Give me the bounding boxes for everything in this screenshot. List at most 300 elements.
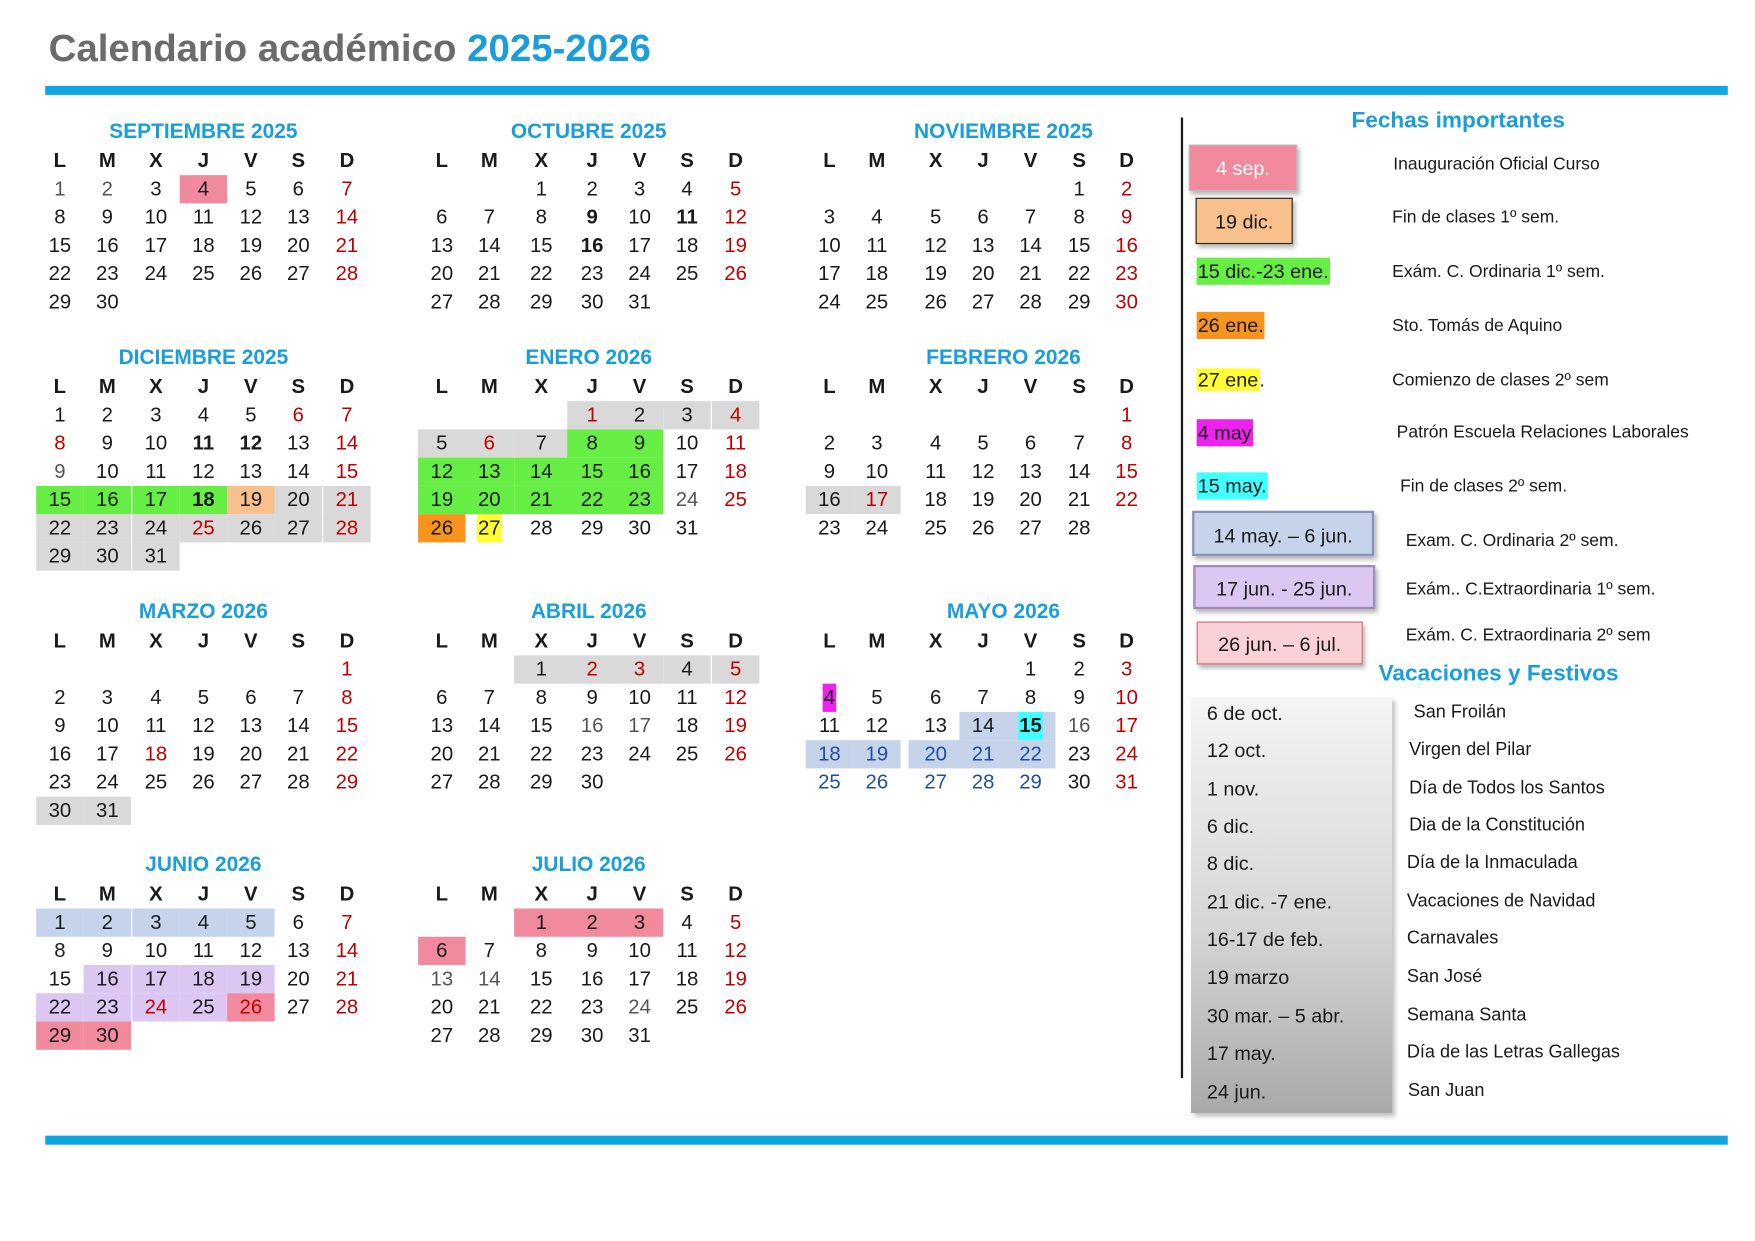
important-date: 14 may. – 6 jun. [1192, 511, 1374, 556]
holiday-label: Día de las Letras Gallegas [1406, 1042, 1620, 1063]
calendar-day: 18 [192, 233, 215, 257]
calendar-day: 10 [675, 431, 699, 455]
calendar-day: 11 [725, 431, 747, 455]
calendar-day: 9 [101, 205, 113, 229]
calendar-day: 19 [971, 488, 995, 511]
calendar-day: 19 [430, 488, 454, 511]
calendar-day: 2 [823, 431, 836, 455]
calendar-day: 15 [1067, 233, 1091, 257]
calendar-day: 6 [483, 431, 495, 455]
important-date [1197, 366, 1265, 393]
calendar-day: 2 [586, 910, 598, 934]
calendar-day: 22 [48, 262, 72, 285]
important-date: 17 jun. - 25 jun. [1193, 565, 1375, 609]
calendar-day: 11 [818, 714, 840, 737]
month-title: JUNIO 2026 [145, 852, 262, 876]
calendar-day: 3 [150, 177, 162, 201]
weekday-header: D [728, 629, 743, 653]
calendar-day: 10 [628, 205, 651, 229]
calendar-day: 12 [924, 233, 947, 257]
calendar-day: 17 [865, 488, 889, 511]
calendar-day: 14 [335, 939, 359, 962]
vertical-divider [1181, 118, 1183, 1079]
month-title: OCTUBRE 2025 [510, 118, 667, 143]
calendar-day: 16 [96, 233, 119, 257]
calendar-day: 7 [977, 685, 989, 709]
calendar-day: 19 [192, 742, 215, 766]
weekday-header: V [1023, 629, 1038, 653]
calendar-day: 2 [1120, 177, 1133, 201]
calendar-day: 8 [535, 205, 547, 229]
calendar-day: 13 [430, 967, 454, 990]
calendar-day: 29 [48, 290, 72, 314]
weekday-header: X [928, 149, 943, 172]
calendar-day: 16 [580, 967, 604, 990]
calendar-day: 15 [529, 967, 553, 990]
weekday-header: V [1023, 149, 1038, 172]
calendar-day: 20 [287, 233, 310, 257]
calendar-day: 27 [430, 290, 454, 314]
calendar-day: 14 [477, 233, 501, 257]
calendar-day: 14 [529, 459, 553, 483]
calendar-day: 14 [335, 431, 359, 455]
calendar-day: 21 [335, 488, 359, 511]
calendar-day: 12 [724, 205, 747, 229]
calendar-day: 20 [430, 995, 454, 1019]
calendar-day: 13 [430, 714, 454, 737]
calendar-day: 28 [335, 995, 359, 1019]
calendar-day: 5 [729, 657, 742, 681]
calendar-day: 30 [1067, 770, 1091, 794]
calendar-day: 4 [929, 431, 942, 455]
calendar-day: 5 [929, 205, 942, 229]
calendar-day: 5 [436, 431, 448, 455]
calendar-day: 6 [245, 685, 257, 709]
important-date-highlight: 27 ene [1197, 368, 1259, 391]
calendar-day: 18 [675, 233, 699, 257]
calendar-day: 4 [197, 403, 210, 427]
calendar-day: 6 [436, 205, 448, 229]
top-divider-bar [45, 86, 1728, 95]
important-date-label: Comienzo de clases 2º sem [1392, 370, 1609, 390]
calendar-day: 4 [197, 910, 210, 934]
calendar-day: 29 [335, 770, 359, 794]
calendar-day: 10 [96, 459, 119, 483]
weekday-header: M [868, 629, 886, 653]
calendar-day: 1 [535, 177, 547, 201]
weekday-header: X [534, 629, 549, 653]
calendar-day: 2 [101, 910, 113, 934]
weekday-header: S [1072, 629, 1086, 653]
calendar-day: 18 [924, 488, 947, 511]
calendar-day: 3 [681, 403, 693, 427]
holiday-date: 21 dic. -7 ene. [1206, 890, 1333, 914]
calendar-day: 24 [628, 262, 651, 285]
calendar-day: 27 [430, 1023, 454, 1047]
calendar-day: 3 [633, 657, 646, 681]
weekday-header: S [291, 149, 306, 172]
weekday-header: V [632, 882, 647, 906]
weekday-header: M [480, 629, 498, 653]
calendar-day: 5 [245, 177, 257, 201]
calendar-day: 2 [633, 403, 646, 427]
calendar-day: 11 [145, 714, 167, 737]
calendar-day: 13 [971, 233, 995, 257]
calendar-day: 26 [971, 516, 995, 540]
calendar-day: 10 [628, 685, 651, 709]
weekday-header: D [728, 149, 743, 172]
weekday-header: D [1119, 375, 1134, 398]
calendar-day: 6 [1024, 431, 1037, 455]
weekday-header: D [339, 629, 355, 653]
calendar-day: 7 [341, 177, 353, 201]
calendar-day: 21 [477, 742, 501, 766]
calendar-day: 17 [144, 967, 168, 990]
calendar-day: 15 [48, 488, 72, 511]
calendar-day: 16 [1115, 233, 1138, 257]
weekday-header: J [197, 629, 210, 653]
calendar-day: 27 [971, 290, 995, 314]
weekday-header: J [197, 882, 210, 906]
weekday-header: D [1119, 149, 1134, 172]
weekday-header: J [977, 375, 989, 398]
calendar-day: 11 [676, 205, 698, 229]
calendar-day: 25 [192, 516, 215, 540]
weekday-header: X [534, 882, 549, 906]
important-date-label: Exám. C. Ordinaria 1º sem. [1392, 262, 1605, 282]
calendar-day: 18 [192, 488, 215, 511]
calendar-day: 30 [96, 544, 119, 568]
calendar-day: 9 [586, 939, 598, 962]
calendar-day: 17 [675, 459, 699, 483]
calendar-day: 14 [287, 714, 310, 737]
calendar-day: 9 [54, 714, 66, 737]
calendar-day: 28 [529, 516, 553, 540]
weekday-header: J [197, 375, 210, 398]
calendar-day: 12 [865, 714, 889, 737]
calendar-day: 23 [1067, 742, 1091, 766]
calendar-day: 2 [586, 657, 598, 681]
calendar-day: 17 [96, 742, 119, 766]
calendar-day: 25 [675, 742, 699, 766]
calendar-day: 7 [535, 431, 547, 455]
month-title: NOVIEMBRE 2025 [913, 118, 1093, 143]
weekday-header: J [586, 149, 598, 172]
calendar-day: 14 [477, 714, 501, 737]
calendar-day: 9 [586, 205, 598, 229]
calendar-day: 5 [977, 431, 989, 455]
calendar-day: 10 [1115, 685, 1138, 709]
holiday-label: Virgen del Pilar [1409, 740, 1532, 760]
calendar-day: 10 [865, 459, 889, 483]
holiday-label: San José [1406, 967, 1483, 987]
calendar-day: 2 [101, 403, 113, 427]
calendar-day: 5 [245, 910, 257, 934]
calendar-day: 23 [580, 262, 604, 285]
calendar-day: 20 [430, 742, 454, 766]
calendar-day: 30 [96, 290, 119, 314]
page-title-main: Calendario académico [48, 27, 457, 71]
calendar-day: 22 [529, 995, 553, 1019]
calendar-day: 7 [341, 403, 353, 427]
calendar-day: 31 [675, 516, 699, 540]
weekday-header: J [197, 149, 210, 172]
holiday-label: Carnavales [1406, 928, 1499, 949]
calendar-day: 25 [924, 516, 947, 540]
calendar-day: 9 [101, 939, 113, 962]
calendar-day: 29 [529, 1023, 553, 1047]
calendar-day: 3 [871, 431, 883, 455]
calendar-day: 14 [1019, 233, 1042, 257]
calendar-day: 28 [287, 770, 310, 794]
calendar-day: 14 [1067, 459, 1091, 483]
calendar-day: 4 [871, 205, 883, 229]
weekday-header: S [680, 149, 694, 172]
important-date-label: Exam. C. Ordinaria 2º sem. [1405, 531, 1619, 551]
weekday-header: V [244, 882, 258, 906]
weekday-header: J [586, 375, 598, 398]
calendar-day: 25 [192, 995, 215, 1019]
weekday-header: D [339, 375, 355, 398]
calendar-day: 20 [287, 488, 310, 511]
weekday-header: L [53, 629, 67, 653]
holiday-label: Semana Santa [1406, 1005, 1527, 1025]
calendar-day: 24 [675, 488, 699, 511]
calendar-day: 2 [586, 177, 598, 201]
calendar-day: 10 [144, 939, 168, 962]
calendar-day: 21 [335, 967, 359, 990]
calendar-day: 13 [430, 233, 454, 257]
calendar-day: 11 [866, 233, 888, 257]
weekday-header: M [98, 149, 116, 172]
calendar-day: 22 [1067, 262, 1091, 285]
important-date-label: Inauguración Oficial Curso [1393, 154, 1600, 175]
weekday-header: L [435, 149, 449, 172]
calendar-day: 26 [239, 995, 263, 1019]
calendar-day: 18 [724, 459, 747, 483]
calendar-day: 19 [865, 742, 889, 766]
calendar-day: 22 [1115, 488, 1138, 511]
page-title-year: 2025-2026 [467, 27, 651, 71]
weekday-header: M [480, 375, 498, 398]
calendar-day: 12 [724, 939, 747, 962]
calendar-day: 17 [144, 233, 168, 257]
calendar-day: 25 [675, 995, 699, 1019]
calendar-day: 18 [865, 262, 889, 285]
calendar-day: 15 [529, 233, 553, 257]
calendar-day: 8 [1024, 685, 1037, 709]
calendar-day: 29 [529, 290, 553, 314]
important-date: 4 may [1197, 419, 1253, 446]
calendar-day: 24 [144, 262, 168, 285]
calendar-day: 20 [924, 742, 947, 766]
weekday-header: J [586, 629, 598, 653]
calendar-day: 10 [144, 205, 168, 229]
calendar-day: 28 [1067, 516, 1091, 540]
calendar-day: 8 [1120, 431, 1133, 455]
calendar-day: 29 [1019, 770, 1042, 794]
calendar-day: 16 [96, 967, 119, 990]
month-title: MAYO 2026 [946, 598, 1060, 623]
calendar-day: 16 [48, 742, 72, 766]
holiday-date: 16-17 de feb. [1206, 927, 1324, 951]
calendar-day: 30 [580, 1023, 604, 1047]
calendar-day: 22 [529, 262, 553, 285]
calendar-day: 20 [477, 488, 501, 511]
calendar-day: 25 [818, 770, 841, 794]
calendar-day: 16 [818, 488, 841, 511]
calendar-day: 12 [192, 459, 215, 483]
calendar-day: 20 [1019, 488, 1042, 511]
weekday-header: S [291, 375, 306, 398]
calendar-day: 11 [676, 939, 698, 962]
calendar-day: 16 [1067, 714, 1091, 737]
calendar-day: 15 [335, 714, 359, 737]
calendar-day: 28 [477, 290, 501, 314]
month-title: SEPTIEMBRE 2025 [109, 118, 298, 143]
calendar-day: 21 [335, 233, 359, 257]
calendar-day: 23 [628, 488, 651, 511]
weekday-header: V [632, 149, 647, 172]
calendar-day: 9 [101, 431, 113, 455]
calendar-day: 7 [292, 685, 304, 709]
calendar-day: 30 [580, 290, 604, 314]
calendar-day: 4 [681, 910, 693, 934]
calendar-day: 17 [1115, 714, 1138, 737]
calendar-day: 20 [287, 967, 310, 990]
calendar-day: 19 [724, 967, 747, 990]
calendar-day: 24 [144, 995, 168, 1019]
holiday-date: 17 may. [1206, 1041, 1276, 1065]
calendar-day: 26 [865, 770, 889, 794]
calendar-day: 1 [1120, 403, 1133, 427]
calendar-day: 15 [1115, 459, 1138, 483]
calendar-day: 6 [292, 910, 304, 934]
weekday-header: M [868, 149, 886, 172]
important-date-label: Sto. Tomás de Aquino [1392, 316, 1563, 336]
calendar-day: 12 [239, 431, 263, 455]
calendar-day: 27 [924, 770, 947, 794]
calendar-day: 20 [239, 742, 263, 766]
calendar-day: 15 [580, 459, 604, 483]
calendar-day: 26 [724, 995, 747, 1019]
calendar-day: 21 [971, 742, 995, 766]
calendar-day: 20 [430, 262, 454, 285]
calendar-day: 22 [335, 742, 359, 766]
important-date-label: Fin de clases 2º sem. [1400, 476, 1568, 497]
holiday-label: Día de Todos los Santos [1409, 778, 1605, 798]
calendar-day: 17 [628, 967, 651, 990]
calendar-day: 7 [483, 205, 495, 229]
weekday-header: M [480, 149, 498, 172]
calendar-day: 5 [197, 685, 210, 709]
calendar-day: 16 [580, 233, 604, 257]
calendar-day: 30 [48, 798, 72, 822]
weekday-header: L [53, 375, 67, 398]
calendar-day: 11 [192, 205, 214, 229]
weekday-header: S [291, 882, 306, 906]
calendar-day: 9 [1073, 685, 1085, 709]
calendar-day: 31 [1115, 770, 1138, 794]
holiday-label: Vacaciones de Navidad [1406, 891, 1596, 911]
calendar-day: 24 [628, 742, 651, 766]
calendar-day: 8 [535, 685, 547, 709]
calendar-day: 25 [724, 488, 747, 511]
calendar-day: 11 [192, 431, 215, 455]
weekday-header: X [928, 629, 943, 653]
calendar-day: 12 [971, 459, 995, 483]
calendar-day: 9 [54, 459, 66, 483]
holiday-label: Dia de la Constitución [1409, 815, 1585, 836]
weekday-header: X [149, 882, 163, 906]
weekday-header: L [823, 149, 836, 172]
weekday-header: L [435, 882, 449, 906]
month-title: FEBRERO 2026 [926, 344, 1081, 369]
calendar-day: 29 [48, 1023, 72, 1047]
calendar-day: 24 [865, 516, 889, 540]
calendar-day: 3 [150, 910, 162, 934]
important-date-label: Fin de clases 1º sem. [1392, 207, 1560, 228]
calendar-day: 26 [924, 290, 947, 314]
calendar-day: 15 [335, 459, 359, 483]
weekday-header: M [98, 629, 116, 653]
calendar-day: 26 [239, 516, 263, 540]
weekday-header: J [977, 149, 989, 172]
calendar-day: 1 [54, 177, 66, 201]
calendar-day: 18 [675, 967, 699, 990]
calendar-day: 3 [150, 403, 162, 427]
calendar-day: 31 [628, 1023, 651, 1047]
calendar-day: 17 [144, 488, 168, 511]
calendar-day: 27 [430, 770, 454, 794]
calendar-day: 1 [535, 910, 547, 934]
important-dates-title: Fechas importantes [1351, 108, 1565, 134]
calendar-day: 21 [1067, 488, 1091, 511]
calendar-day: 18 [675, 714, 699, 737]
calendar-day: 27 [239, 770, 263, 794]
calendar-day: 17 [818, 262, 841, 285]
calendar-day: 20 [971, 262, 995, 285]
calendar-day: 1 [54, 403, 66, 427]
weekday-header: M [98, 375, 116, 398]
calendar-day: 7 [1073, 431, 1085, 455]
calendar-day: 4 [681, 657, 693, 681]
calendar-day: 12 [239, 205, 263, 229]
calendar-day: 3 [633, 910, 646, 934]
calendar-day: 24 [96, 770, 119, 794]
holiday-date: 24 jun. [1206, 1080, 1267, 1103]
calendar-day: 5 [729, 910, 742, 934]
weekday-header: V [632, 629, 647, 653]
weekday-header: S [1072, 149, 1086, 172]
weekday-header: S [680, 375, 694, 398]
calendar-day: 8 [54, 205, 66, 229]
calendar-day: 7 [483, 685, 495, 709]
calendar-day: 10 [818, 233, 841, 257]
calendar-day: 29 [1067, 290, 1091, 314]
calendar-day: 5 [245, 403, 257, 427]
calendar-day: 22 [48, 995, 72, 1019]
calendar-day: 19 [724, 714, 747, 737]
month-title: ENERO 2026 [525, 344, 653, 369]
calendar-day: 18 [192, 967, 215, 990]
calendar-day: 28 [1019, 290, 1042, 314]
calendar-day: 8 [54, 939, 66, 962]
holiday-date: 30 mar. – 5 abr. [1206, 1004, 1345, 1028]
calendar-day: 3 [1120, 657, 1133, 681]
calendar-day: 30 [96, 1023, 119, 1047]
calendar-day: 31 [96, 798, 119, 822]
